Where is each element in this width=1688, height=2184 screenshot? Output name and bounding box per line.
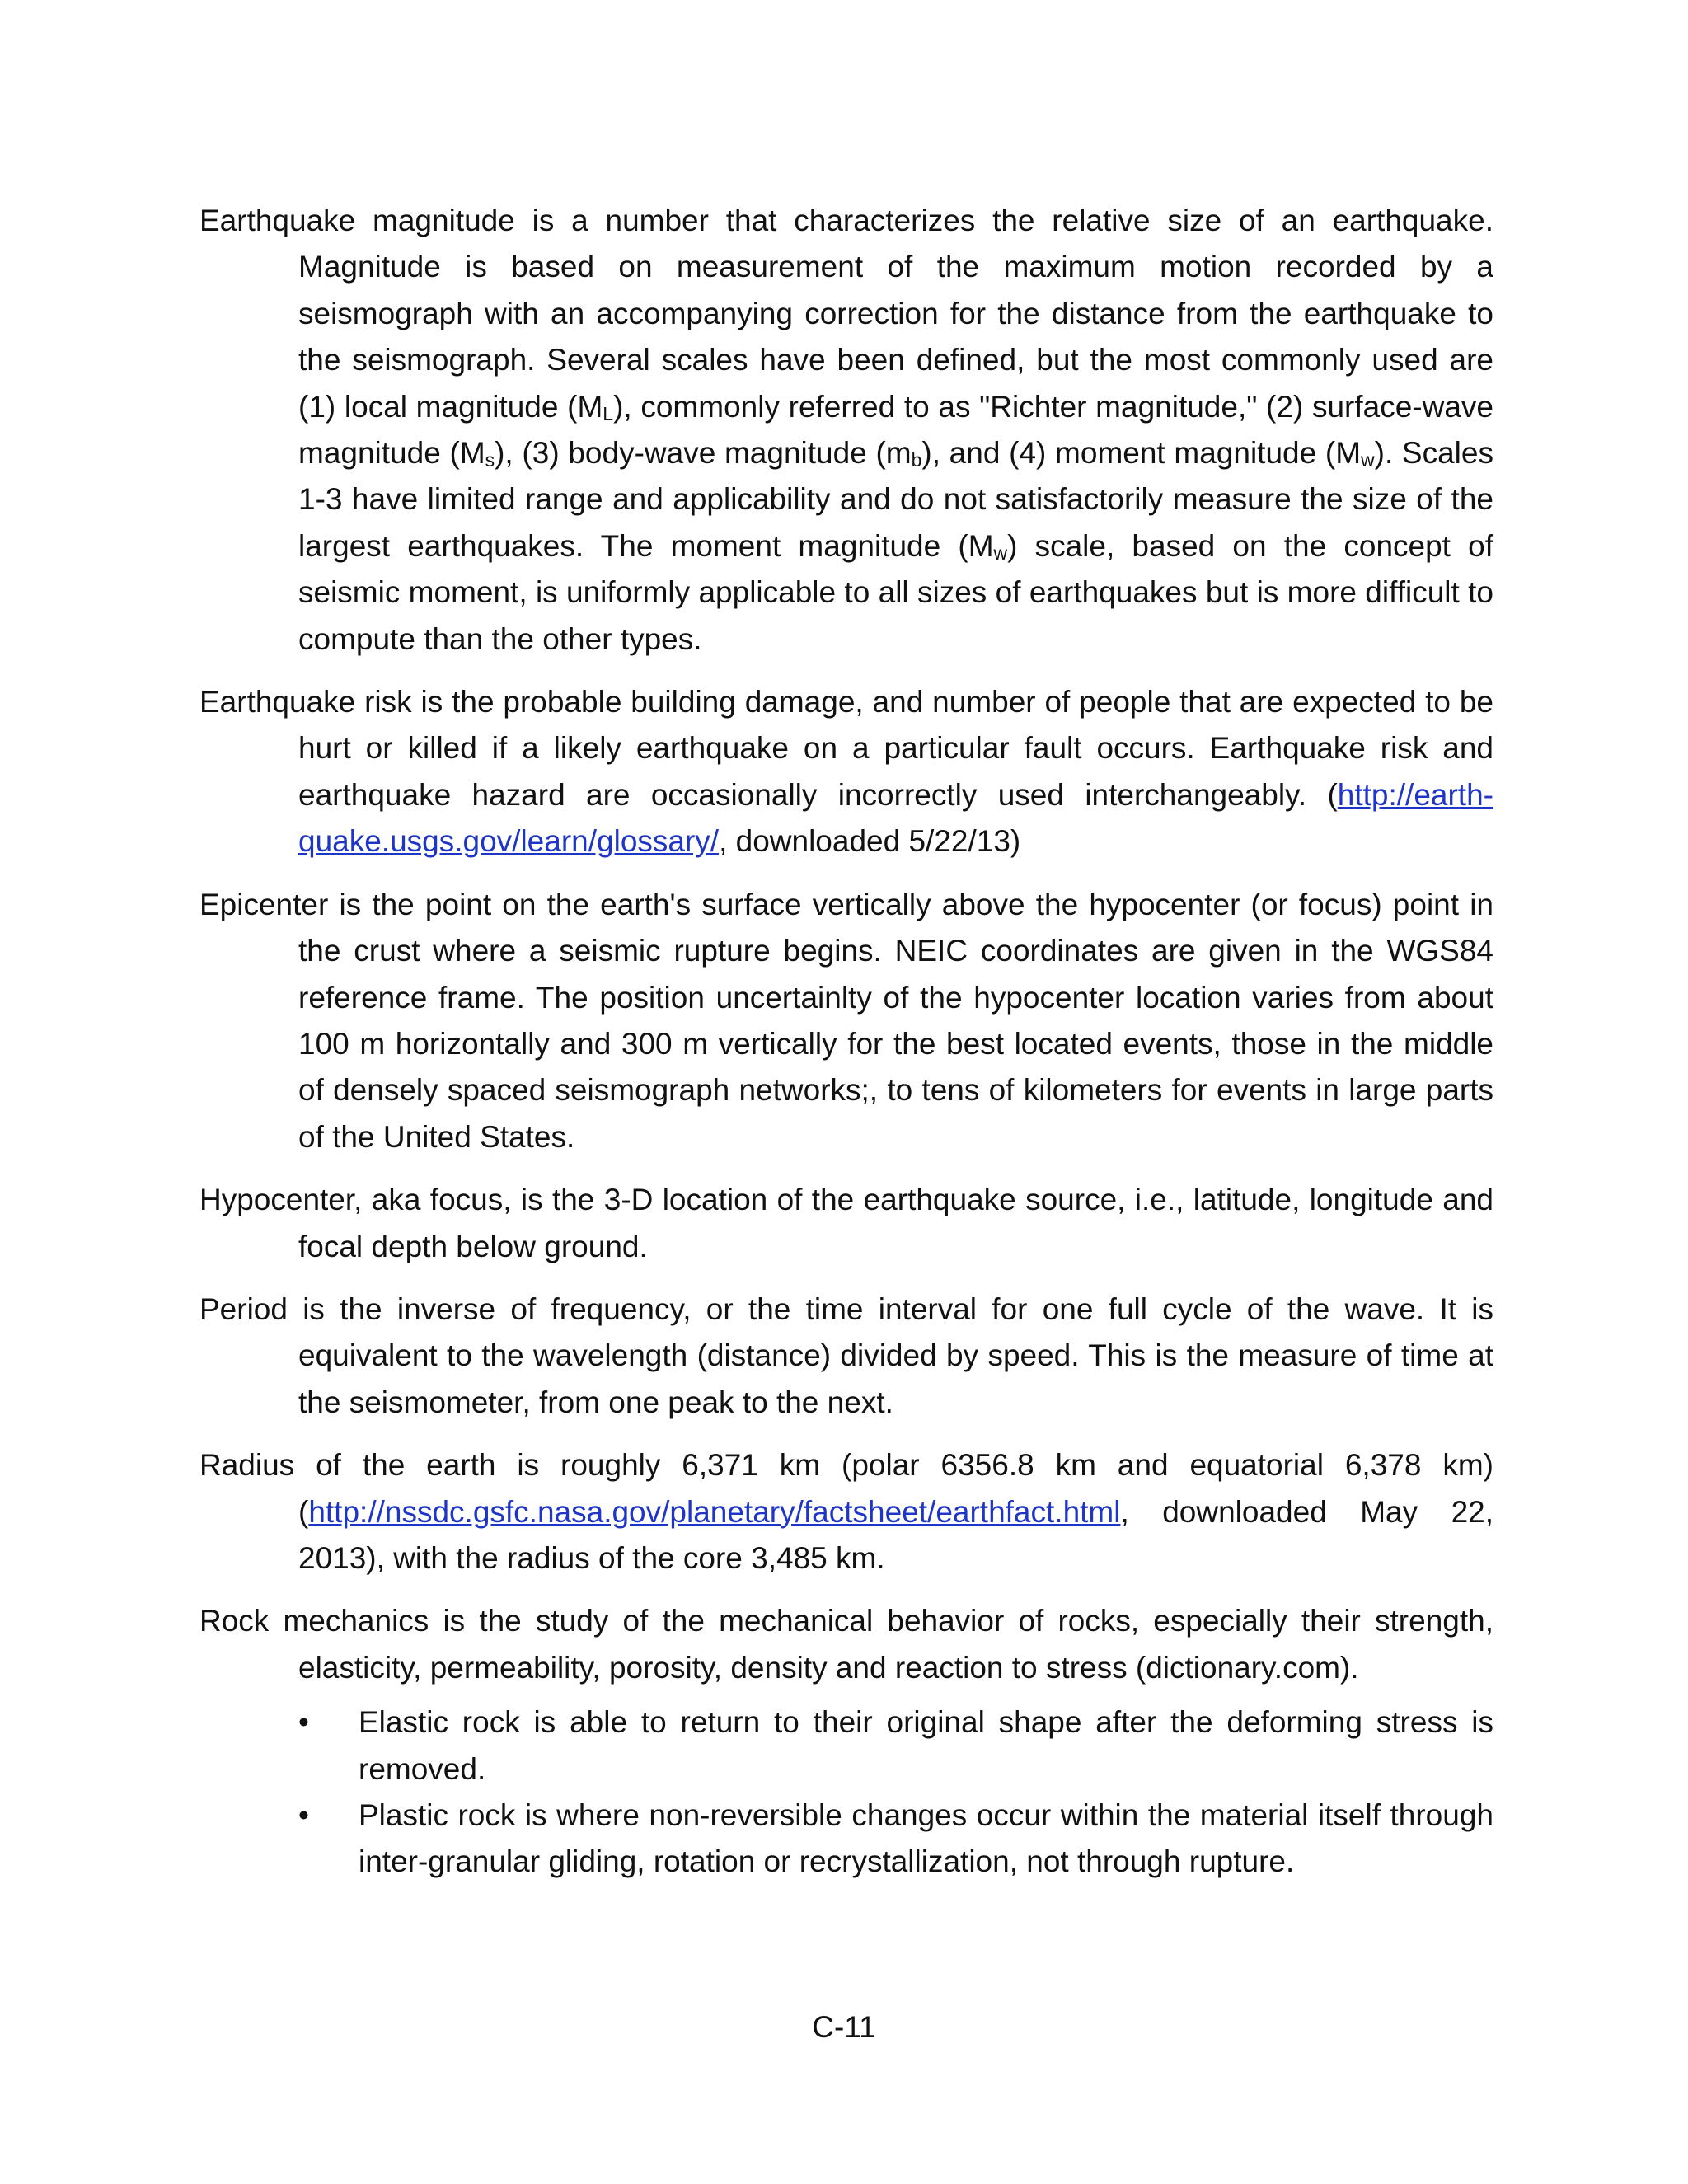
list-item-plastic-rock: • Plastic rock is where non-reversible changes occur within the material itself through inter-granular gliding, rotation or recrystallization, not through rupture. xyxy=(298,1793,1493,1886)
entry-earthquake-risk: Earthquake risk is the probable building damage, and number of people that are expected to be hurt or killed if a likely earthquake on a particular fault occurs. Earthquake risk and earthquake hazard are occasionally incorrectly used interchangeably. (http://earth-quake.usgs.gov/learn/glossary/, downloaded 5/22/13) xyxy=(199,685,1493,859)
page-number: C-11 xyxy=(812,2010,876,2044)
nasa-earth-factsheet-link[interactable]: http://nssdc.gsfc.nasa.gov/planetary/factsheet/earthfact.html xyxy=(308,1494,1121,1529)
bullet-icon: • xyxy=(298,1798,309,1832)
entry-rock-mechanics: Rock mechanics is the study of the mechanical behavior of rocks, especially their strength, elasticity, permeability, porosity, density and reaction to stress (dictionary.com). xyxy=(199,1604,1493,1685)
list-item-elastic-rock: • Elastic rock is able to return to their original shape after the deforming stress is removed. xyxy=(298,1699,1493,1793)
entry-radius-of-earth: Radius of the earth is roughly 6,371 km (polar 6356.8 km and equatorial 6,378 km) (http://nssdc.gsfc.nasa.gov/planetary/factsheet/earthfact.html, downloaded May 22, 2013), with the radius of the core 3,485 km. xyxy=(199,1448,1493,1575)
entry-earthquake-magnitude: Earthquake magnitude is a number that characterizes the relative size of an earthquake. Magnitude is based on measurement of the maximum motion recorded by a seismograph with an accompanying correction for the distance from the earthquake to the seismograph. Several scales have been defined, but the most commonly used are (1) local magnitude $(M_L)$, commonly referred to as "Richter magnitude," (2) surface-wave magnitude $(M_s)$, (3) body-wave magnitude $(m_b)$, and (4) moment magnitude $(M_w)$. Scales 1-3 have limited range and applicability and do not satisfactorily measure the size of the largest earthquakes. The moment magnitude $(M_w)$ scale, based on the concept of seismic moment, is uniformly applicable to all sizes of earthquakes but is more difficult to compute than the other types. xyxy=(199,204,1493,656)
entry-period: Period is the inverse of frequency, or the time interval for one full cycle of the wave. It is equivalent to the wavelength (distance) divided by speed. This is the measure of time at the seismometer, from one peak to the next. xyxy=(199,1291,1493,1419)
rock-types-list xyxy=(298,1699,1493,1886)
bullet-icon: • xyxy=(298,1705,309,1740)
entry-hypocenter: Hypocenter, aka focus, is the 3-D location of the earthquake source, i.e., latitude, longitude and focal depth below ground. xyxy=(199,1183,1493,1263)
glossary-body xyxy=(199,198,1493,1886)
usgs-glossary-link[interactable]: http://earth-quake.usgs.gov/learn/glossary/ xyxy=(298,777,1493,859)
entry-epicenter: Epicenter is the point on the earth's surface vertically above the hypocenter (or focus) point in the crust where a seismic rupture begins. NEIC coordinates are given in the WGS84 reference frame. The position uncertainlty of the hypocenter location varies from about 100 m horizontally and 300 m vertically for the best located events, those in the middle of densely spaced seismograph networks;, to tens of kilometers for events in large parts of the United States. xyxy=(199,887,1493,1154)
